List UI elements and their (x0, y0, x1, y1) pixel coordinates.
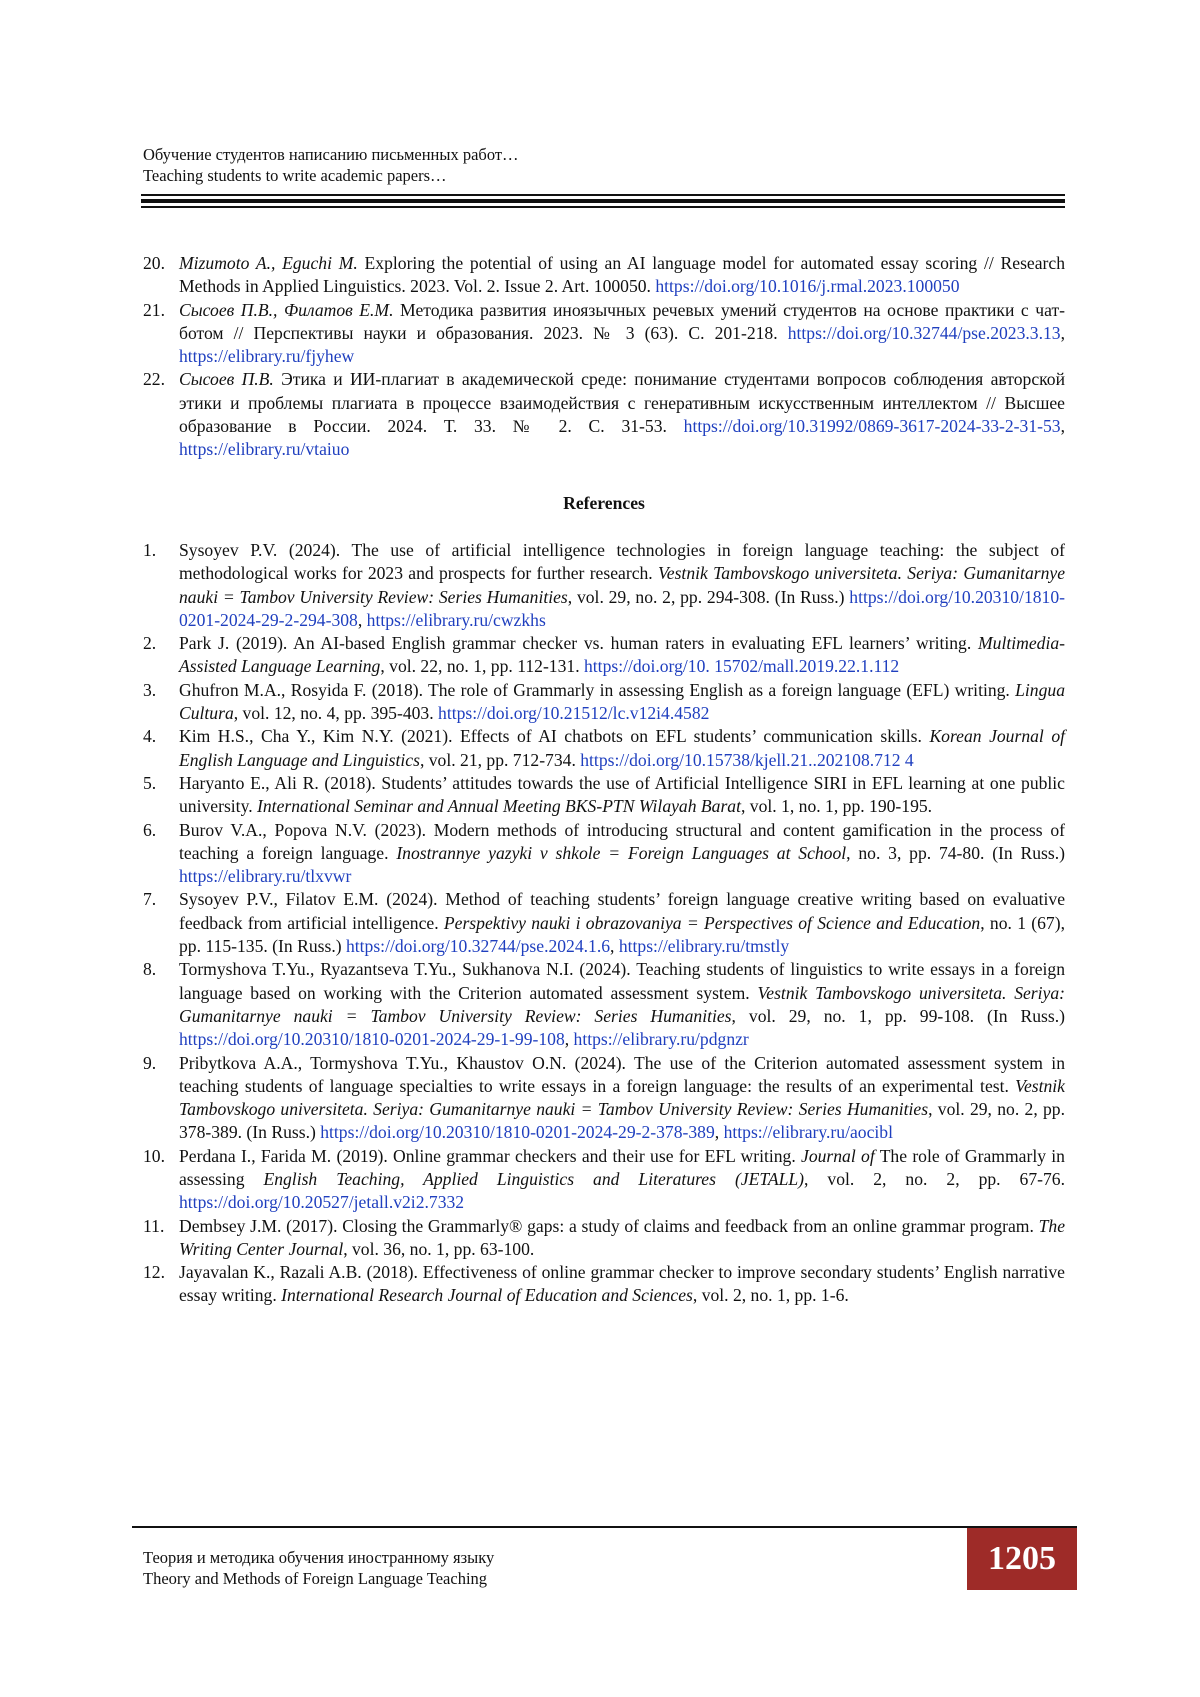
reference-plain-text: Sysoyev P.V., Filatov E.M. (2024). Method of teaching students’ foreign language creative writing based on evaluative feedback from artificial intelligence. (179, 889, 1065, 933)
footer-rule (132, 1526, 1077, 1528)
reference-plain-text: Haryanto E., Ali R. (2018). Students’ attitudes towards the use of Artificial Intelligence SIRI in EFL learning at one public university. (179, 772, 1065, 817)
reference-number: 5. (143, 772, 157, 793)
reference-plain-text: , (357, 609, 367, 630)
reference-plain-text: Tormyshova T.Yu., Ryazantseva T.Yu., Sukhanova N.I. (2024). Teaching students of linguistics to write essays in a foreign language based on working with the Criterion automated assessment system. (179, 959, 1065, 1003)
references-heading: References (563, 492, 645, 513)
reference-plain-text: , (1060, 416, 1065, 437)
reference-text (179, 959, 1065, 1049)
reference-plain-text: , vol. 29, no. 1, pp. 99-108. (In Russ.) (731, 1005, 1065, 1026)
reference-link[interactable]: https://doi.org/10.20527/jetall.v2i2.7332 (179, 1192, 465, 1213)
header-rule-line (141, 199, 1065, 203)
reference-text (179, 889, 1065, 956)
english-reference-list (143, 539, 1065, 1308)
reference-italic-text: Multimedia-Assisted Language Learning (179, 633, 1065, 677)
reference-link[interactable]: https://doi.org/10.32744/pse.2024.1.6 (345, 936, 611, 957)
reference-text (179, 369, 1065, 459)
reference-plain-text: Dembsey J.M. (2017). Closing the Grammarly® gaps: a study of claims and feedback from an online grammar program. (179, 1215, 1039, 1236)
reference-text (179, 1053, 1065, 1143)
reference-link[interactable]: https://doi.org/10.21512/lc.v12i4.4582 (438, 703, 710, 724)
reference-content (143, 252, 1065, 1308)
reference-plain-text: Ghufron M.A., Rosyida F. (2018). The role of Grammarly in assessing English as a foreign language (EFL) writing. (179, 679, 1016, 700)
reference-italic-text: Perspektivy nauki i obrazovaniya = Perspectives of Science and Education (443, 912, 981, 933)
reference-text (179, 726, 1065, 769)
reference-link[interactable]: https://doi.org/10.20310/1810-0201-2024-29-2-378-389 (320, 1122, 715, 1143)
reference-italic-text: Inostrannye yazyki v shkole = Foreign Languages at School (396, 842, 847, 863)
header-rule-line (141, 194, 1065, 196)
reference-plain-text: Этика и ИИ-плагиат в академической среде: понимание студентами вопросов соблюдения авторской этики и проблемы плагиата в процессе взаимодействия с генеративным искусственным интеллектом // Высшее образование в России. 2024. Т. 33. № 2. С. 31-53. (179, 369, 1065, 437)
reference-italic-text: The Writing Center Journal (179, 1215, 1065, 1259)
reference-number: 2. (143, 633, 157, 654)
reference-link[interactable]: https://doi.org/10.31992/0869-3617-2024-33-2-31-53 (683, 416, 1061, 437)
reference-text (179, 1216, 1065, 1259)
reference-link[interactable]: https://elibrary.ru/pdgnzr (573, 1029, 749, 1050)
running-footer (143, 1547, 494, 1589)
reference-plain-text: Perdana I., Farida M. (2019). Online grammar checkers and their use for EFL writing. (179, 1145, 802, 1166)
reference-plain-text: , (1060, 322, 1065, 343)
reference-text (179, 300, 1065, 367)
running-header (143, 144, 1065, 186)
reference-plain-text: Pribytkova A.A., Tormyshova T.Yu., Khaustov O.N. (2024). The use of the Criterion automated assessment system in teaching students of language specialties to write essays in a foreign language: the results of an experimental test. (179, 1052, 1065, 1096)
reference-item (143, 1052, 1065, 1145)
footer-journal-ru: Теория и методика обучения иностранному языку (143, 1548, 495, 1567)
russian-reference-list (143, 252, 1065, 462)
reference-italic-text: International Seminar and Annual Meeting BKS-PTN Wilayah Barat (257, 796, 741, 817)
reference-link[interactable]: https://elibrary.ru/aocibl (723, 1122, 893, 1143)
reference-plain-text: Jayavalan K., Razali A.B. (2018). Effectiveness of online grammar checker to improve secondary students’ English narrative essay writing. (179, 1262, 1065, 1306)
reference-plain-text: , vol. 1, no. 1, pp. 190-195. (741, 796, 933, 817)
reference-text (179, 820, 1065, 887)
reference-plain-text: Sysoyev P.V. (2024). The use of artificial intelligence technologies in foreign language teaching: the subject of methodological works for 2023 and prospects for further research. (179, 539, 1065, 584)
reference-item (143, 1145, 1065, 1215)
reference-text (179, 1146, 1065, 1213)
reference-text (179, 680, 1065, 723)
reference-item (143, 368, 1065, 461)
reference-text (179, 540, 1065, 630)
reference-italic-text: Mizumoto A., Eguchi M. (179, 253, 358, 273)
reference-plain-text: Kim H.S., Cha Y., Kim N.Y. (2021). Effects of AI chatbots on EFL students’ communication skills. (179, 726, 930, 747)
reference-text (179, 253, 1065, 296)
reference-italic-text: International Research Journal of Education and Sciences (281, 1285, 693, 1306)
reference-number: 22. (143, 369, 165, 390)
reference-italic-text: Vestnik Tambovskogo universiteta. Seriya: Gumanitarnye nauki = Tambov University Review: Series Humanities (179, 982, 1066, 1026)
reference-item (143, 772, 1065, 819)
header-title-en: Teaching students to write academic papers… (143, 166, 447, 185)
reference-plain-text: Exploring the potential of using an AI language model for automated essay scoring // Research Methods in Applied Linguistics. 2023. Vol. 2. Issue 2. Art. 100050. (179, 253, 1065, 297)
reference-item (143, 725, 1065, 772)
reference-number: 10. (143, 1145, 165, 1166)
reference-link[interactable]: https://elibrary.ru/tlxvwr (179, 866, 352, 887)
reference-item (143, 888, 1065, 958)
reference-number: 12. (143, 1262, 165, 1283)
reference-link[interactable]: https://doi.org/10. 15702/mall.2019.22.1.112 (584, 656, 900, 677)
reference-item (143, 252, 1065, 299)
reference-text (179, 1262, 1065, 1305)
reference-plain-text: Park J. (2019). An AI-based English grammar checker vs. human raters in evaluating EFL learners’ writing. (179, 633, 979, 654)
reference-link[interactable]: https://elibrary.ru/vtaiuo (179, 439, 350, 460)
reference-plain-text: , vol. 12, no. 4, pp. 395-403. (233, 703, 439, 724)
header-rule-line (141, 206, 1065, 208)
reference-item (143, 299, 1065, 369)
reference-number: 1. (143, 539, 157, 560)
reference-number: 4. (143, 726, 157, 747)
reference-italic-text: Vestnik Tambovskogo universiteta. Seriya: Gumanitarnye nauki = Tambov University Review: Series Humanities (179, 1075, 1065, 1120)
header-title-ru: Обучение студентов написанию письменных работ… (143, 145, 519, 164)
header-triple-rule (141, 194, 1065, 210)
reference-item (143, 1215, 1065, 1262)
footer-journal-en: Theory and Methods of Foreign Language Teaching (143, 1569, 488, 1588)
reference-item (143, 819, 1065, 889)
reference-plain-text: , vol. 29, no. 2, pp. 378-389. (In Russ.) (179, 1099, 1066, 1143)
reference-link[interactable]: https://elibrary.ru/tmstly (618, 936, 790, 957)
reference-italic-text: Сысоев П.В., Филатов Е.М. (179, 299, 394, 320)
reference-item (143, 679, 1065, 726)
reference-plain-text: The role of Grammarly in assessing (179, 1145, 1065, 1189)
reference-italic-text: Korean Journal of English Language and Linguistics (179, 726, 1066, 770)
reference-text (179, 633, 1065, 676)
reference-item (143, 958, 1065, 1051)
reference-link[interactable]: https://elibrary.ru/cwzkhs (366, 609, 546, 630)
reference-plain-text: , vol. 2, no. 1, pp. 1-6. (692, 1285, 849, 1306)
reference-plain-text: Методика развития иноязычных речевых умений студентов на основе практики с чат-ботом // Перспективы науки и образования. 2023. № 3 (63). С. 201-218. (179, 299, 1065, 343)
reference-plain-text: , vol. 29, no. 2, pp. 294-308. (In Russ.) (567, 586, 850, 607)
reference-item (143, 539, 1065, 632)
reference-plain-text: , vol. 22, no. 1, pp. 112-131. (380, 656, 584, 677)
reference-link[interactable]: https://doi.org/10.20310/1810-0201-2024-29-1-99-108 (179, 1029, 565, 1050)
reference-plain-text: , no. 1 (67), pp. 115-135. (In Russ.) (179, 912, 1065, 957)
reference-plain-text: , vol. 2, no. 2, pp. 67-76. (804, 1168, 1065, 1189)
reference-link[interactable]: https://doi.org/10.32744/pse.2023.3.13 (787, 322, 1061, 343)
reference-number: 7. (143, 889, 157, 910)
reference-number: 20. (143, 253, 165, 273)
reference-link[interactable]: https://doi.org/10.15738/kjell.21..202108.712 4 (580, 749, 914, 770)
reference-item (143, 1261, 1065, 1308)
reference-plain-text: Burov V.A., Popova N.V. (2023). Modern methods of introducing structural and content gamification in the process of teaching a foreign language. (179, 819, 1065, 863)
reference-number: 21. (143, 299, 165, 320)
page-number-box: 1205 (967, 1528, 1077, 1590)
reference-text (179, 773, 1065, 816)
reference-link[interactable]: https://elibrary.ru/fjyhew (179, 346, 355, 367)
reference-plain-text: , (610, 936, 619, 957)
reference-italic-text: Vestnik Tambovskogo universiteta. Seriya: Gumanitarnye nauki = Tambov University Review: Series Humanities (179, 563, 1065, 607)
reference-number: 6. (143, 819, 157, 840)
reference-plain-text: , vol. 21, pp. 712-734. (419, 749, 581, 770)
reference-italic-text: Lingua Cultura (179, 679, 1065, 724)
reference-link[interactable]: https://doi.org/10.1016/j.rmal.2023.100050 (655, 276, 960, 297)
reference-plain-text: , (564, 1029, 574, 1050)
reference-number: 9. (143, 1052, 157, 1073)
reference-number: 11. (143, 1215, 165, 1236)
reference-number: 3. (143, 679, 157, 700)
reference-link[interactable]: https://doi.org/10.20310/1810-0201-2024-29-2-294-308 (179, 586, 1065, 630)
reference-number: 8. (143, 959, 157, 980)
reference-italic-text: Сысоев П.В. (179, 369, 274, 390)
reference-plain-text: , vol. 36, no. 1, pp. 63-100. (343, 1238, 535, 1259)
reference-italic-text: Journal of (801, 1145, 875, 1166)
reference-italic-text: English Teaching, Applied Linguistics and Literatures (JETALL) (263, 1168, 805, 1189)
reference-item (143, 632, 1065, 679)
reference-plain-text: , (714, 1122, 724, 1143)
reference-plain-text: , no. 3, pp. 74-80. (In Russ.) (846, 842, 1065, 863)
